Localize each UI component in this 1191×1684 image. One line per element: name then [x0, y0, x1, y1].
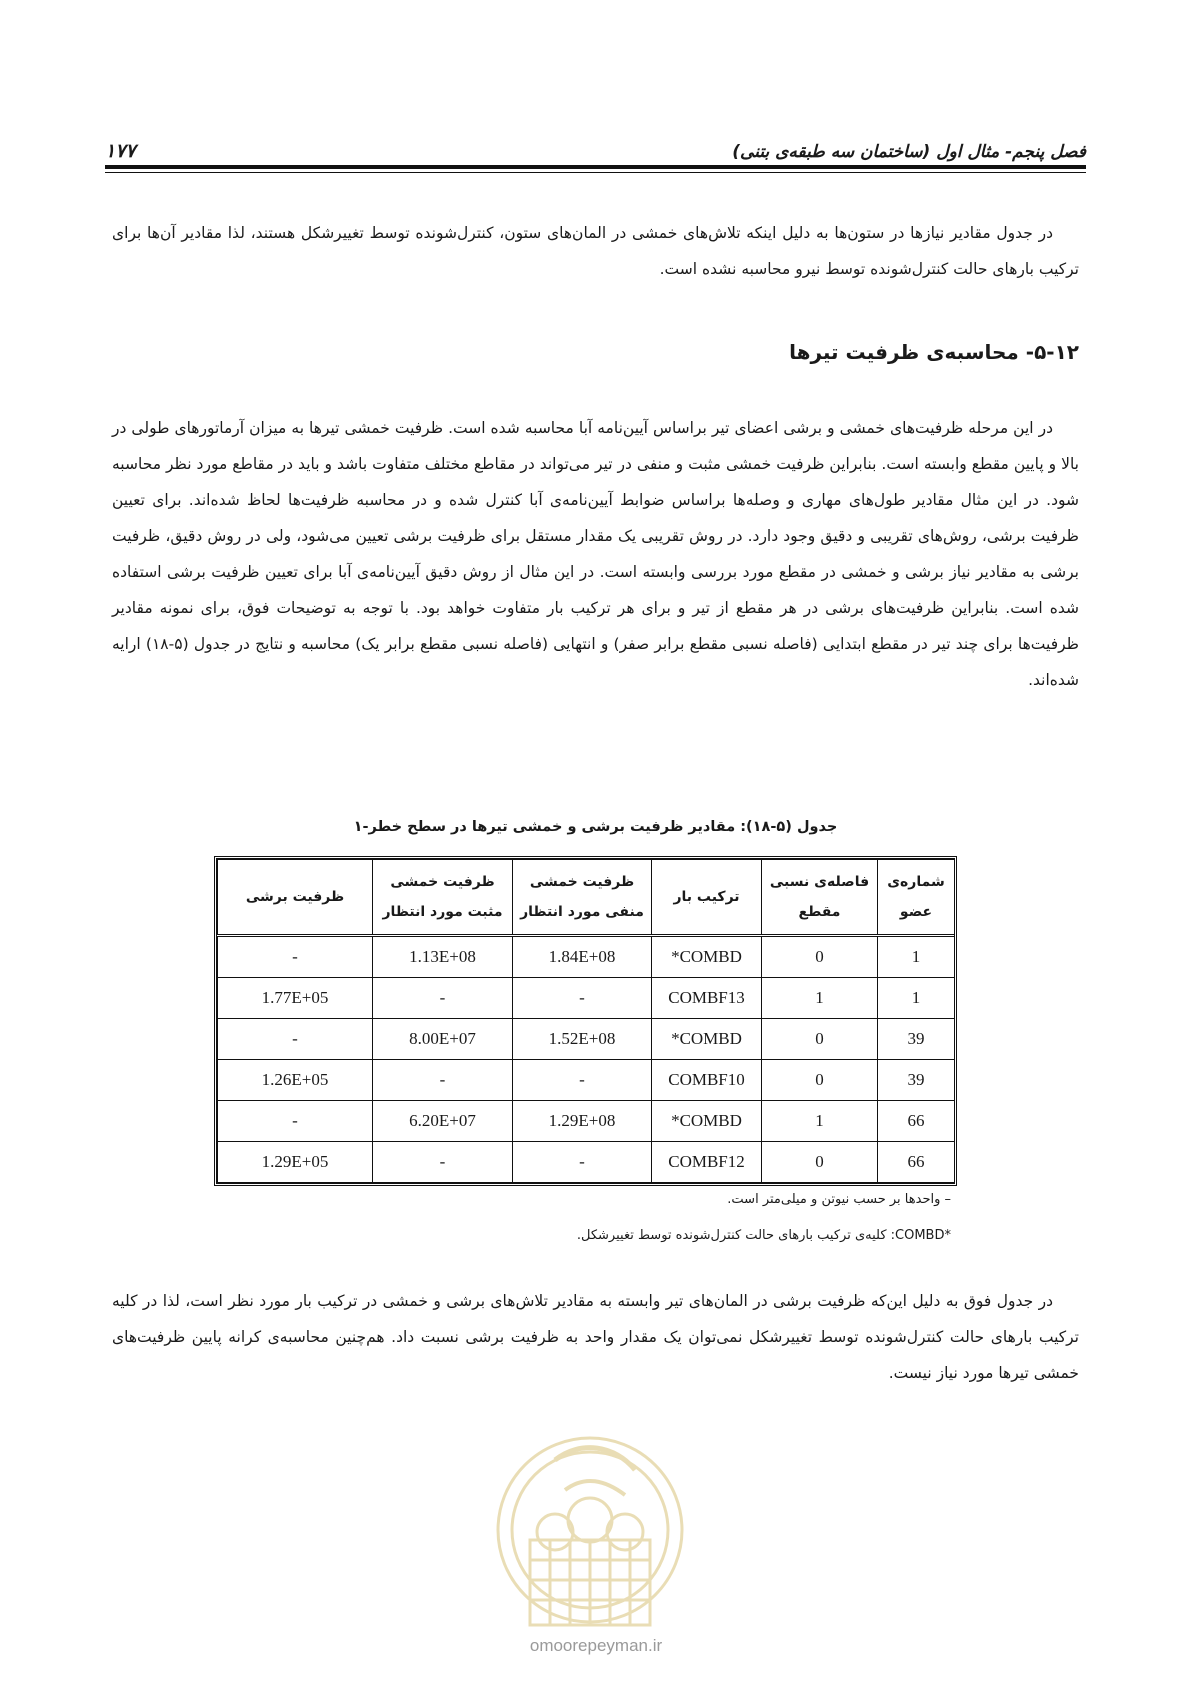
cell-distance: 1: [762, 978, 878, 1019]
cell-combo: COMBD*: [652, 936, 762, 978]
cell-neg-flex: 1.52E+08: [513, 1019, 652, 1060]
table-caption: جدول (۵-۱۸): مقادیر ظرفیت برشی و خمشی تیرها در سطح خطر-۱: [353, 819, 838, 835]
cell-neg-flex: -: [513, 978, 652, 1019]
watermark-url: omoorepeyman.ir: [529, 1636, 663, 1655]
section-heading: ۵-۱۲- محاسبه‌ی ظرفیت تیرها: [789, 340, 1079, 364]
cell-distance: 0: [762, 1060, 878, 1101]
table-row: [218, 1060, 955, 1101]
cell-neg-flex: -: [513, 1142, 652, 1183]
cell-distance: 1: [762, 1101, 878, 1142]
header-member: شماره‌ی عضو: [878, 860, 955, 936]
cell-member: 66: [878, 1101, 955, 1142]
cell-member: 39: [878, 1019, 955, 1060]
cell-pos-flex: -: [373, 978, 513, 1019]
chapter-title: فصل پنجم- مثال اول (ساختمان سه طبقه‌ی بتنی): [732, 142, 1086, 162]
cell-shear: -: [218, 1101, 373, 1142]
header-pos-flex: ظرفیت خمشی مثبت مورد انتظار: [373, 860, 513, 936]
header-distance: فاصله‌ی نسبی مقطع: [762, 860, 878, 936]
table-row: [218, 936, 955, 978]
header-rule-thin: [105, 172, 1086, 173]
cell-combo: COMBF12: [652, 1142, 762, 1183]
header-combo: ترکیب بار: [652, 860, 762, 936]
cell-combo: COMBF13: [652, 978, 762, 1019]
watermark-logo-icon: [485, 1420, 695, 1660]
cell-neg-flex: 1.29E+08: [513, 1101, 652, 1142]
capacity-table-frame: [214, 856, 957, 1186]
table-row: [218, 1019, 955, 1060]
table-header-row: [218, 860, 955, 936]
cell-member: 1: [878, 936, 955, 978]
cell-shear: 1.77E+05: [218, 978, 373, 1019]
cell-member: 1: [878, 978, 955, 1019]
header-rule-thick: [105, 165, 1086, 169]
cell-combo: COMBD*: [652, 1101, 762, 1142]
paragraph-conclusion: در جدول فوق به دلیل این‌که ظرفیت برشی در المان‌های تیر وابسته به مقادیر تلاش‌های برشی و خمشی در ترکیب بار مورد نظر است، لذا در کلیه ترکیب بارهای حالت کنترل‌شونده توسط تغییرشکل نمی‌توان یک مقدار واحد به ظرفیت برشی نسبت داد. هم‌چنین محاسبه‌ی کرانه پایین ظرفیت‌های خمشی تیرها مورد نیاز نیست.: [112, 1292, 1079, 1382]
cell-neg-flex: 1.84E+08: [513, 936, 652, 978]
table-note-units: – واحدها بر حسب نیوتن و میلی‌متر است.: [727, 1192, 951, 1207]
page-number: ۱۷۷: [105, 140, 136, 162]
cell-pos-flex: 6.20E+07: [373, 1101, 513, 1142]
cell-neg-flex: -: [513, 1060, 652, 1101]
cell-pos-flex: -: [373, 1142, 513, 1183]
cell-shear: 1.26E+05: [218, 1060, 373, 1101]
header-shear: ظرفیت برشی: [218, 860, 373, 936]
capacity-table: [217, 859, 955, 1183]
cell-shear: -: [218, 936, 373, 978]
cell-shear: -: [218, 1019, 373, 1060]
cell-shear: 1.29E+05: [218, 1142, 373, 1183]
cell-pos-flex: 8.00E+07: [373, 1019, 513, 1060]
cell-member: 66: [878, 1142, 955, 1183]
page-header: [105, 126, 1086, 162]
table-row: [218, 978, 955, 1019]
cell-combo: COMBF10: [652, 1060, 762, 1101]
cell-member: 39: [878, 1060, 955, 1101]
table-row: [218, 1101, 955, 1142]
cell-distance: 0: [762, 936, 878, 978]
table-note-combd: *COMBD: کلیه‌ی ترکیب بارهای حالت کنترل‌شونده توسط تغییرشکل.: [576, 1228, 951, 1243]
cell-distance: 0: [762, 1142, 878, 1183]
paragraph-intro: در جدول مقادیر نیازها در ستون‌ها به دلیل اینکه تلاش‌های خمشی در المان‌های ستون، کنترل‌شونده توسط تغییرشکل هستند، لذا مقادیر آن‌ها برای ترکیب بارهای حالت کنترل‌شونده توسط نیرو محاسبه نشده است.: [112, 224, 1079, 278]
paragraph-beam-capacity: در این مرحله ظرفیت‌های خمشی و برشی اعضای تیر براساس آیین‌نامه آبا محاسبه شده است. ظرفیت خمشی تیرها به میزان آرماتورهای طولی در بالا و پایین مقطع وابسته است. بنابراین ظرفیت خمشی مثبت و منفی در تیر می‌تواند در مقاطع مختلف متفاوت باشد و باید در مقاطع مورد نظر محاسبه شود. در این مثال مقادیر طول‌های مهاری و وصله‌ها براساس ضوابط آیین‌نامه‌ی آبا کنترل شده و در محاسبه ظرفیت‌ها لحاظ شده‌اند. برای تعیین ظرفیت برشی، روش‌های تقریبی و دقیق وجود دارد. در روش تقریبی یک مقدار مستقل برای ظرفیت برشی تعیین می‌شود، ولی در روش دقیق، ظرفیت برشی به مقادیر نیاز برشی و خمشی در مقطع مورد بررسی وابسته است. در این مثال از روش دقیق آیین‌نامه‌ی آبا برای تعیین ظرفیت برشی استفاده شده است. بنابراین ظرفیت‌های برشی در هر مقطع از تیر و برای هر ترکیب بار متفاوت خواهد بود. با توجه به توضیحات فوق، برای نمونه مقادیر ظرفیت‌ها برای چند تیر در مقطع ابتدایی (فاصله نسبی مقطع برابر صفر) و انتهایی (فاصله نسبی مقطع برابر یک) محاسبه و نتایج در جدول (۵-۱۸) ارایه شده‌اند.: [112, 419, 1079, 689]
cell-pos-flex: 1.13E+08: [373, 936, 513, 978]
cell-pos-flex: -: [373, 1060, 513, 1101]
header-neg-flex: ظرفیت خمشی منفی مورد انتظار: [513, 860, 652, 936]
cell-combo: COMBD*: [652, 1019, 762, 1060]
cell-distance: 0: [762, 1019, 878, 1060]
table-row: [218, 1142, 955, 1183]
